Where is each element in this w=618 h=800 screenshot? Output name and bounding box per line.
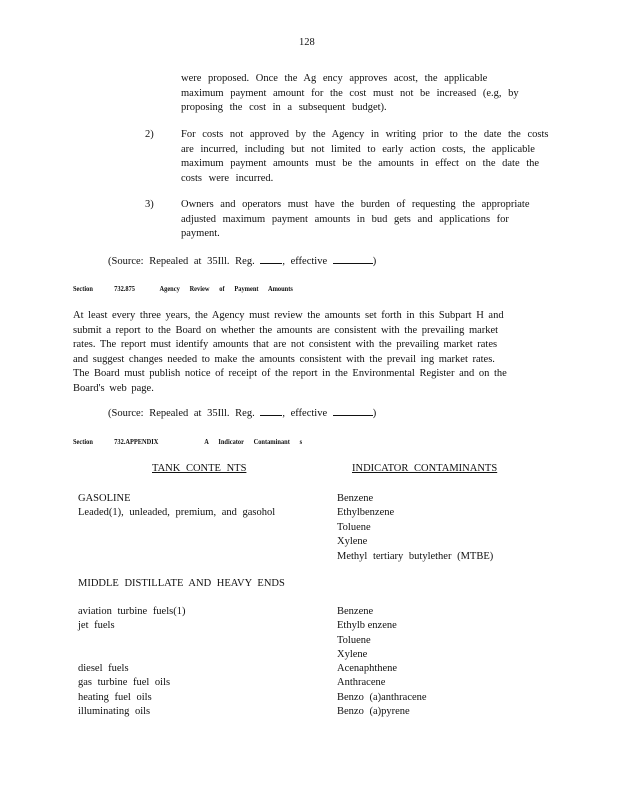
item2-number: 2) [145,129,154,140]
section-title: Agency Review of Payment Amounts [159,284,293,293]
text-line: For costs not approved by the Agency in writing prior to the date the costs [181,129,549,140]
section-title: A Indicator Contaminant s [204,437,303,446]
item3-number: 3) [145,199,154,210]
text-line: Board's web page. [73,382,154,394]
appendix-heading [73,437,302,446]
table-cell: Benzene [337,606,374,617]
text-line: maximum payment amounts must be the amounts in effect on the date the [181,158,540,170]
text-line: proposing the cost in a subsequent budget). [181,102,387,114]
source-note [108,254,376,270]
body-paragraph [73,309,507,397]
item2-text [181,128,548,186]
text-line: and suggest changes needed to make the amounts consistent with the prevail ing market rates. [73,353,495,365]
text-line: payment. [181,228,220,240]
table-cell: jet fuels [78,620,115,632]
source-prefix: (Source: Repealed at 35Ill. Reg. [108,408,255,419]
table-cell: aviation turbine fuels(1) [78,606,186,617]
section-label: Section [73,437,93,446]
table-cell: Acenaphthene [337,663,398,674]
section-number: 732.875 [114,284,135,293]
gasoline-contaminants [337,492,493,564]
text-line: costs were incurred. [181,172,274,184]
text-line: At least every three years, the Agency must review the amounts set forth in this Subpart H and [73,310,504,321]
text-line: rates. The report must identify amounts that are not consistent with the prevailing market rates [73,339,498,351]
table-cell: heating fuel oils [78,691,152,703]
table-cell: Xylene [337,649,368,661]
table-cell: diesel fuels [78,663,129,674]
table-cell: Benzene [337,493,374,504]
source-mid: , effective [282,256,328,267]
item3-text [181,198,529,242]
table-cell: Toluene [337,634,371,646]
item1-continuation [181,72,519,116]
page-number: 128 [299,37,315,48]
text-line: The Board must publish notice of receipt of the report in the Environmental Register and on the [73,368,507,380]
source-suffix: ) [372,408,377,419]
text-line: maximum payment amount for the cost must not be increased (e.g, by [181,87,519,99]
middle-tank-contents-a [78,605,185,634]
blank-line [260,254,282,264]
column-header-tank-contents: TANK CONTE NTS [152,463,247,474]
gasoline-tank-contents [78,492,275,521]
middle-contaminants-b [337,662,427,720]
table-cell: Xylene [337,536,368,548]
blank-line [333,254,373,264]
text-line: are incurred, including but not limited to early action costs, the applicable [181,143,535,155]
table-cell: Ethylb enzene [337,620,397,632]
blank-line [333,406,373,416]
column-header-indicator-contaminants: INDICATOR CONTAMINANTS [352,463,498,474]
table-cell: Benzo (a)pyrene [337,706,410,718]
table-cell: illuminating oils [78,706,151,718]
table-cell: Leaded(1), unleaded, premium, and gasohol [78,507,276,519]
text-line: submit a report to the Board on whether the amounts are consistent with the prevailing market [73,324,499,336]
middle-contaminants-a [337,605,397,663]
table-cell: GASOLINE [78,493,131,504]
table-cell: Benzo (a)anthracene [337,691,427,703]
source-prefix: (Source: Repealed at 35Ill. Reg. [108,256,255,267]
table-cell: Methyl tertiary butylether (MTBE) [337,550,494,562]
table-cell: Anthracene [337,677,386,689]
section-heading [73,284,293,293]
source-note [108,406,376,422]
text-line: Owners and operators must have the burden of requesting the appropriate [181,199,530,210]
middle-distillate-heading: MIDDLE DISTILLATE AND HEAVY ENDS [78,578,285,589]
blank-line [260,406,282,416]
text-line: adjusted maximum payment amounts in bud gets and applications for [181,213,509,225]
source-suffix: ) [372,256,377,267]
table-cell: gas turbine fuel oils [78,677,171,689]
source-mid: , effective [282,408,328,419]
section-number: 732.APPENDIX [114,437,159,446]
section-label: Section [73,284,93,293]
table-cell: Ethylbenzene [337,507,395,519]
table-cell: Toluene [337,521,371,533]
middle-tank-contents-b [78,662,170,720]
text-line: were proposed. Once the Ag ency approves acost, the applicable [181,73,488,84]
